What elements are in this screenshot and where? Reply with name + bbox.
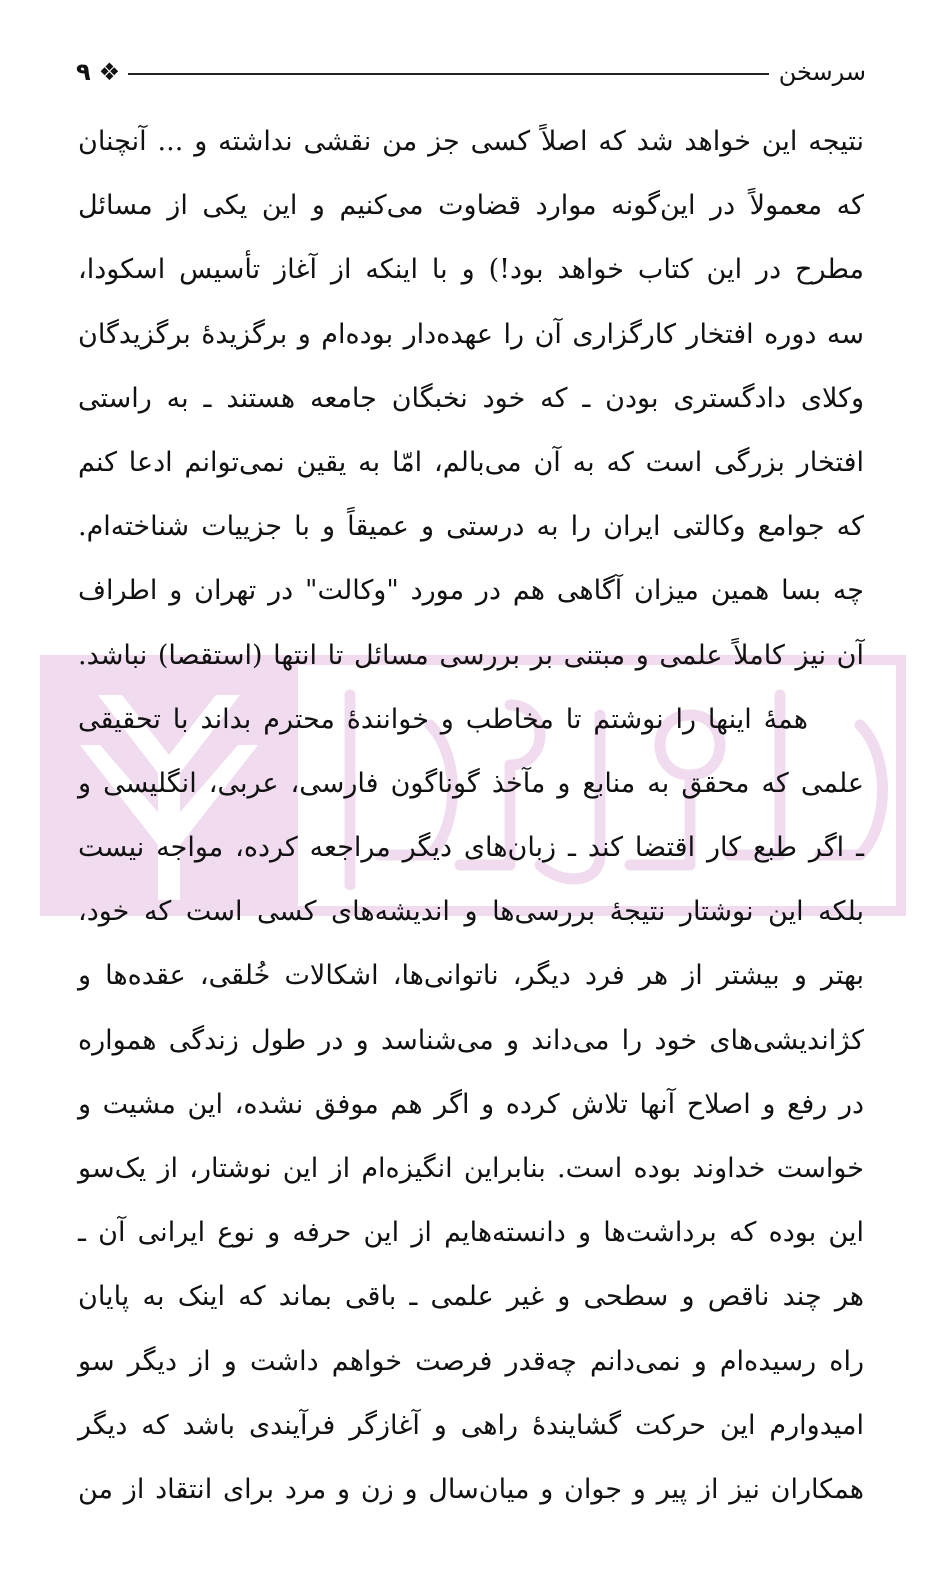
ornament-icon: ❖ [98, 58, 121, 86]
text-line: علمی که محقق به منابع و مآخذ گوناگون فارسی، عربی، انگلیسی و [78, 767, 864, 799]
text-line: امیدوارم این حرکت گشایندهٔ راهی و آغازگر فرآیندی باشد که دیگر [78, 1409, 864, 1441]
header-rule [128, 73, 769, 75]
text-line: سه دوره افتخار کارگزاری آن را عهده‌دار بوده‌ام و برگزیدهٔ برگزیدگان [78, 318, 864, 350]
text-line: در رفع و اصلاح آنها تلاش کرده و اگر هم موفق نشده، این مشیت و [78, 1088, 864, 1120]
running-header [76, 52, 866, 92]
text-line: نتیجه این خواهد شد که اصلاً کسی جز من نقشی نداشته و ... آنچنان [78, 126, 864, 157]
text-line: کژاندیشی‌های خود را می‌داند و می‌شناسد و در طول زندگی همواره [78, 1024, 864, 1056]
text-line: این بوده که برداشت‌ها و دانسته‌هایم از این حرفه و نوع ایرانی آن ـ [78, 1217, 864, 1249]
text-line: خواست خداوند بوده است. بنابراین انگیزه‌ام از این نوشتار، از یک‌سو [78, 1153, 864, 1184]
text-line: وکلای دادگستری بودن ـ که خود نخبگان جامعه هستند ـ به راستی [78, 382, 864, 414]
text-line: ـ اگر طبع کار اقتضا کند ـ زبان‌های دیگر مراجعه کرده، مواجه نیست [78, 832, 864, 864]
text-line: همکاران نیز از پیر و جوان و میان‌سال و زن و مرد برای انتقاد از من [78, 1473, 864, 1505]
text-line: بلکه این نوشتار نتیجهٔ بررسی‌ها و اندیشه‌های کسی است که خود، [78, 896, 864, 928]
text-line: راه رسیده‌ام و نمی‌دانم چه‌قدر فرصت خواهم داشت و از دیگر سو [78, 1345, 864, 1377]
paragraph-start-line: همهٔ اینها را نوشتم تا مخاطب و خوانندهٔ محترم بداند با تحقیقی [78, 703, 808, 735]
text-line: چه بسا همین میزان آگاهی هم در مورد "وکالت" در تهران و اطراف [78, 575, 864, 607]
page-number: ۹ [76, 58, 91, 86]
chapter-title: سرسخن [778, 58, 866, 86]
text-line: بهتر و بیشتر از هر فرد دیگر، ناتوانی‌ها، اشکالات خُلقی، عقده‌ها و [78, 960, 864, 992]
text-line: مطرح در این کتاب خواهد بود!) و با اینکه از آغاز تأسیس اسکودا، [78, 254, 864, 286]
text-line: افتخار بزرگی است که به آن می‌بالم، امّا به یقین نمی‌توانم ادعا کنم [78, 446, 864, 478]
body-text [78, 118, 864, 1530]
text-line: که جوامع وکالتی ایران را به درستی و عمیقاً و با جزییات شناخته‌ام. [78, 511, 864, 543]
text-line: هر چند ناقص و سطحی و غیر علمی ـ باقی بماند که اینک به پایان [78, 1281, 864, 1313]
text-line: که معمولاً در این‌گونه موارد قضاوت می‌کنیم و این یکی از مسائل [78, 190, 864, 222]
text-line: آن نیز کاملاً علمی و مبتنی بر بررسی مسائل تا انتها (استقصا) نباشد. [78, 639, 864, 671]
